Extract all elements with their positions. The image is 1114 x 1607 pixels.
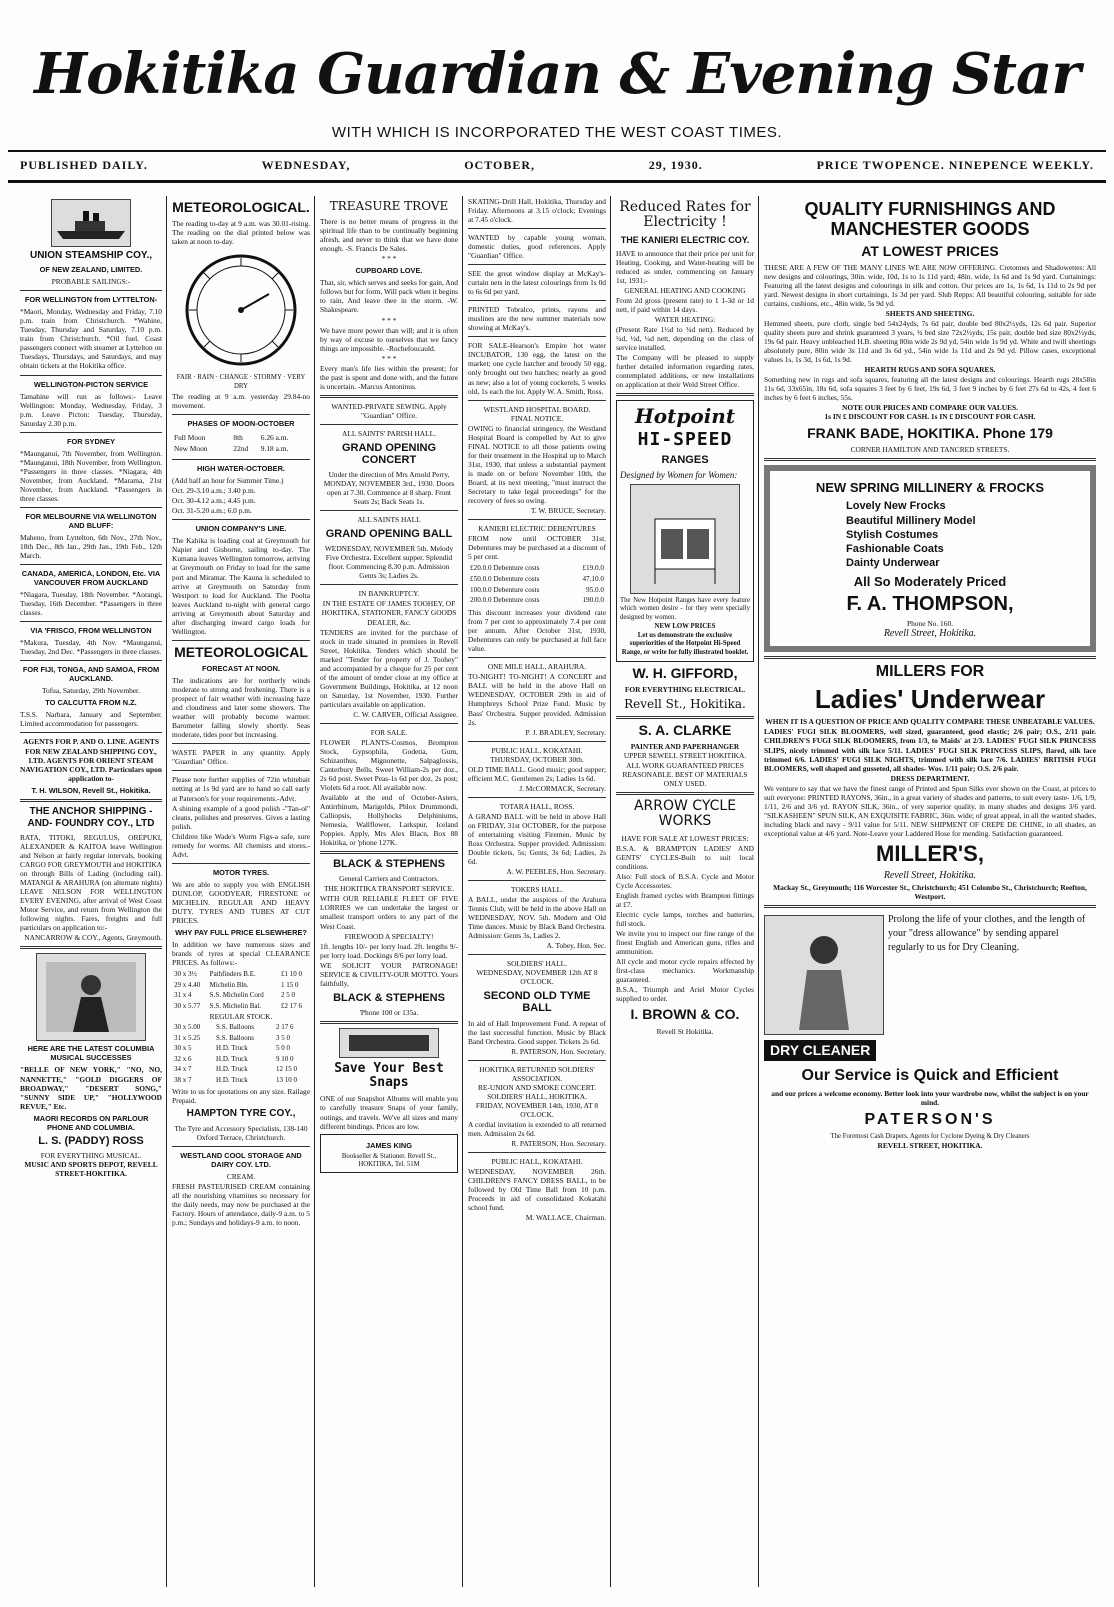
paterson-1: R. PATERSON, Hon. Secretary.	[511, 1046, 606, 1056]
ball-body: WEDNESDAY, NOVEMBER 5th. Melody Five Orchestra. Excellent supper. Splendid floor. Commencing 8.30 p.m. Admission Gents 3s; Ladies 2s.	[324, 544, 454, 581]
anchor-title: THE ANCHOR SHIPPING -AND- FOUNDRY COY., LTD	[27, 805, 155, 829]
saints-hall: ALL SAINTS' PARISH HALL.	[342, 428, 436, 438]
mill-item: Lovely New Frocks	[846, 500, 946, 513]
one-mile-body: TO-NIGHT! TO-NIGHT! A CONCERT and BALL will be held in the above Hall on WEDNESDAY, OCTOBER 29th in aid of Humphreys School Prize Fund. Music by Bass' Orchestra. Supper provided. Admission 2s.	[468, 672, 606, 727]
new-low-prices: NEW LOW PRICES	[654, 622, 716, 630]
brown-addr: Revell St Hokitika.	[656, 1026, 714, 1036]
tide-note: (Add half an hour for Summer Time.)	[172, 476, 284, 486]
ball-title: GRAND OPENING BALL	[325, 528, 453, 541]
tide-head: HIGH WATER-OCTOBER.	[196, 464, 285, 474]
canada-body: *Niagara, Tuesday, 18th November. *Aorangi, Tuesday, 16th December. *Passengers in three classes.	[20, 590, 162, 618]
reading: The reading at 9 a.m. yesterday 29.84-no movement.	[172, 392, 310, 411]
column-divider	[610, 196, 611, 1587]
kanieri-debentures: KANIERI ELECTRIC DEBENTURES	[478, 523, 596, 533]
fiji-head: FOR FIJI, TONGA, AND SAMOA, FROM AUCKLAND.	[22, 665, 160, 684]
deb-body-2: This discount increases your dividend rate from 7 per cent to approximately 7.4 per cent per annum. After October 31st, 1930, Debentures can only be purchased at full face value.	[468, 608, 606, 654]
bs-phone: 'Phone 100 or 135a.	[359, 1007, 419, 1017]
dial-label-stormy: STORMY	[253, 374, 282, 382]
kokatahi-hall-2: PUBLIC HALL, KOKATAHI.	[491, 1156, 583, 1166]
bruce: T. W. BRUCE, Secretary.	[530, 505, 606, 515]
picton-body: Tamahine will run as follows:- Leave Wellington: Monday, Wednesday, Friday, 3 p.m. Leave Picton: Tuesday, Thursday, Saturday 2.30 p.m.	[20, 391, 162, 428]
dial-label-very-dry: VERY DRY	[234, 374, 306, 390]
dateline	[20, 158, 1094, 176]
underwear-body: LADIES' FUGI SILK BLOOMERS, well sized, guaranteed, good elastic; 2/6 pair; O.S., 2/11 pair. CHILDREN'S FUGI SILK BLOOMERS, from 1/3, to Maids' at 2/3. LADIES' FUGI SILK PRINCESS SLIPS, nicely trimmed with silk lace 5/11. LADIES' FUGI SILK PRINCESS SLIPS, flared, silk lace trimmed 6/6. LADIES' FUGI SILK NIGHTS, trimmed with silk lace 7/6. LADIES' BRITISH FUGI BLOOMERS, well shaped and gusseted, all shades- Wos. 1/11 pair; O.S. 2/6 pair.	[764, 727, 1096, 773]
kokatahi-hall: PUBLIC HALL, KOKATAHI.	[491, 745, 583, 755]
mckays-window: SEE the great window display at McKay's-curtain nets in the latest colourings from 1s 0d to 6s 6d per yard.	[468, 269, 606, 297]
met-body: The reading to-day at 9 a.m. was 30.01-rising. The reading on the dial printed below was taken at noon to-day.	[172, 219, 310, 247]
table-row: 32 x 6 H.D. Truck 9 10 0	[174, 1054, 294, 1063]
hampton: HAMPTON TYRE COY.,	[186, 1108, 296, 1120]
table-row: Full Moon 8th 6.26 a.m.	[174, 433, 289, 443]
cream: CREAM.	[226, 1171, 256, 1181]
note-prices: NOTE OUR PRICES AND COMPARE OUR VALUES.	[842, 403, 1018, 413]
tyme-body: In aid of Hall Improvement Fund. A repeat of the last successful function. Music by Black Band Orchestra. Good supper. Tickets 2s 6d.	[468, 1018, 606, 1046]
bs-body: WITH OUR RELIABLE FLEET OF FIVE LORRIES we can undertake the largest or smallest transport orders to any part of the West Coast.	[320, 894, 458, 931]
table-row: £20.0.0 Debenture costs £19.0.0	[470, 564, 604, 573]
soldiers-date: WEDNESDAY, NOVEMBER 12th AT 8 O'CLOCK.	[476, 968, 598, 987]
patersons: PATERSON'S	[864, 1111, 996, 1128]
carver: C. W. CARVER, Official Assignee.	[353, 709, 458, 719]
sailings: PROBABLE SAILINGS:-	[51, 277, 131, 287]
hospital-board: WESTLAND HOSPITAL BOARD.	[483, 404, 591, 414]
ladies-underwear: Ladies' Underwear	[814, 683, 1046, 714]
mill-item: Dainty Underwear	[846, 557, 940, 570]
concert-body: Under the direction of Mrs Arnold Perry, MONDAY, NOVEMBER 3rd., 1930. Doors open at 7.30. Commence at 8 sharp. Front Seats 2s; Back Seats 1s.	[323, 470, 455, 507]
maori-records: MAORI RECORDS ON PARLOUR PHONE AND COLUMBIA.	[33, 1113, 149, 1132]
union-title: UNION STEAMSHIP COY.,	[29, 250, 153, 261]
price: PRICE TWOPENCE. NINEPENCE WEEKLY.	[816, 158, 1094, 172]
dress-body: We venture to say that we have the finest range of Printed and Spun Silks ever shown on the Coast, at prices to suit everyone: PRINTED RAYONS, 36in., in a great variety of shades and patterns, to suit every taste- 1/6, 1/9, 1/11, 2/6 and 3/6 yd. RAYON SILK, 36in., of very superior quality, in many shades and designs 3/6 yard. "SILKASHEEN" SPUN SILK, AN EXQUISITE FABRIC, 36in. wide; of great appeal, in all the wanted shades, including black and navy - 9/11 value for 5/11. NEW SHIPMENT OF CREPE DE CHINE, in all shades, an exceptional value at 4/6 yard. Note-Leave your Laddered Hose for mending. Satisfaction guaranteed.	[764, 783, 1096, 838]
dial-label-fair: FAIR	[176, 374, 192, 382]
column-divider	[462, 196, 463, 1587]
debenture-table	[468, 562, 606, 607]
ross-name: L. S. (PADDY) ROSS	[38, 1134, 144, 1147]
table-row: 200.0.0 Debenture costs 190.0.0	[470, 596, 604, 605]
canada-head: CANADA, AMERICA, LONDON, Etc. VIA VANCOUVER FROM AUCKLAND	[21, 569, 161, 588]
quality-title: QUALITY FURNISHINGS AND MANCHESTER GOODS	[804, 199, 1056, 239]
table-row: 30 x 5 H.D. Truck 5 0 0	[174, 1044, 290, 1053]
whitebait: Please note further supplies of 72in whitebait netting at 1s 9d yard are to hand so call early at Paterson's for your requirements.-Advt.	[172, 775, 310, 803]
ross-address: MUSIC AND SPORTS DEPOT, REVELL STREET-HOKITIKA.	[24, 1160, 158, 1179]
general-heating: GENERAL HEATING AND COOKING	[624, 285, 746, 295]
clearance: In addition we have numerous sizes and brands of tyres at special CLEARANCE PRICES. As follows:-	[172, 939, 310, 967]
bsa-3: English framed cycles with Brampton fittings at £7.	[616, 891, 754, 910]
sydney-body: *Maunganui, 7th November, from Wellington. *Maunganui, 18th November, from Wellington. *Passengers in three classes. *Niagara, 4th November, from Auckland. *Marama, 21st November, from Auckland. *Passengers in three classes.	[20, 448, 162, 503]
when-question: WHEN IT IS A QUESTION OF PRICE AND QUALITY COMPARE THESE UNBEATABLE VALUES.	[765, 717, 1095, 727]
stars: * * *	[381, 353, 397, 363]
dial-labels: FAIR · RAIN · CHANGE · STORMY · VERY DRY	[176, 374, 306, 390]
sheets-head: SHEETS AND SHEETING.	[885, 309, 975, 319]
column-treasure	[318, 196, 460, 1587]
quality-body: THESE ARE A FEW OF THE MANY LINES WE ARE NOW OFFERING. Cretonnes and Shadowettes: All new designs and colourings, 30in. wide, 10d, 1s to 1s 11d yard; 48in. wide, 1s 6d and 1s 9d yard. Curtainings: Featuring all the latest designs and colourings in silk and cotton. Our prices are 1s, 1s 6d, 1s 11d to 2s 9d per yard. Newest designs in short curtainings, 1s 3d per yard. Slub Repps: All beautiful colouring, suitable for side curtains, cushions, etc., 48in wide, 5s 9d yd.	[764, 262, 1096, 309]
forecast-head: FORECAST AT NOON.	[201, 664, 280, 674]
snaps-body: ONE of our Snapshot Albums will enable you to carefully treasure Snaps of your family, outings, and travels. We've all sizes and many different bindings. Prices are low.	[320, 1094, 458, 1131]
bs-sub: General Carriers and Contractors.	[339, 874, 439, 884]
tenders: TENDERS are invited for the purchase of stock in trade situated in premises in Revell Street, Hokitika. Tenders which should be marked "Tender for property of J. Toohey" and accompanied by a cheque for 25 per cent of the amount of tender close at my office at Government Buildings, Hokitika, at 12 noon on Saturday, 1st November, 1930. Further particulars available on application.	[320, 627, 458, 709]
polish: A shining example of a good polish -"Tan-ol" cleans, polishes and preserves. Gives a lasting polish.	[172, 803, 310, 831]
sheets-body: Hemmed sheets, pure cloth, single bed 54x24yds, 7s 6d pair, double bed 80x2½yds, 12s 6d pair. Superior quality sheets pure and shrink guaranteed 3 years, ¾ bed size 72x2½yds, 15s pair, double bed size 80x2½yds, 19s 6d pair. Heavy unbleached H.B. sheeting 80in wide 2s 9d yd, 54in wide 1s 9d yd. White and twill sheetings absolutely pure, 80in wide 3s 11d and 3s 6d yd., 54in wide 1s 11d and 2s 9d yd. Pillow cases, exceptional values 1s, 1s 3d, 1s 6d, 1s 9d.	[764, 319, 1096, 365]
stars: * * *	[381, 254, 397, 264]
wellington-head: FOR WELLINGTON from LYTTELTON-	[24, 295, 158, 305]
deb-body: FROM now until OCTOBER 31st. Debentures may be purchased at a discount of 5 per cent.	[468, 533, 606, 562]
barometer-icon	[181, 250, 301, 370]
gifford-sub: FOR EVERYTHING ELECTRICAL.	[624, 685, 746, 695]
column-shipping	[18, 196, 164, 1587]
bsa-5: We invite you to inspect our fine range of the finest English and American guns, rifles and ammunition.	[616, 929, 754, 957]
rsa-body: A cordial invitation is extended to all returned men. Admission 2s 6d.	[468, 1119, 606, 1138]
table-row: 29 x 4.40 Michelin Bln. 1 15 0	[174, 980, 299, 989]
mill-item: Beautiful Millinery Model	[846, 514, 976, 527]
totara-body: A GRAND BALL will be held in above Hall on FRIDAY, 31st OCTOBER, for the purpose of entertaining visiting Firemen. Music by Ross Orchestra. Supper provided. Admission: Double tickets, 5s; Gents, 3s 6d; Ladies, 2s 6d.	[468, 811, 606, 866]
published-daily: PUBLISHED DAILY.	[20, 158, 148, 172]
millinery-ad	[764, 465, 1096, 652]
firewood: FIREWOOD A SPECIALTY!	[344, 931, 434, 941]
thompson-addr: Revell Street, Hokitika.	[883, 628, 977, 640]
rates-body: HAVE to announce that their price per unit for Heating, Cooking, and Water-heating will be reduced as under, commencing on January 1st, 1931:-	[616, 248, 754, 285]
table-row: 31 x 4 S.S. Michelin Cord 2 5 0	[174, 991, 296, 1000]
wanted-sewing: WANTED-PRIVATE SEWING. Apply "Guardian" Office.	[331, 401, 447, 420]
hampton-sub: The Tyre and Accessory Specialists, 138-140 Oxford Terrace, Christchurch.	[174, 1123, 308, 1142]
mill-item: Fashionable Coats	[846, 543, 944, 556]
thompson: F. A. THOMPSON,	[846, 593, 1014, 616]
james-king: JAMES KING	[366, 1140, 412, 1150]
calcutta-head: TO CALCUTTA FROM N.Z.	[45, 698, 137, 708]
bankruptcy: IN BANKRUPTCY.	[358, 589, 420, 599]
tokers-body: A BALL, under the auspices of the Arahura Tennis Club, will be held in the above Hall on WEDNESDAY, NOV. 5th. Modern and Old Time dances. Music by Black Band Orchestra. Admission: Gents 3s, Ladies 2.	[468, 895, 606, 941]
for-sale: FOR SALE.	[370, 727, 408, 737]
trove-title: TREASURE TROVE	[329, 199, 449, 213]
calcutta-body: T.S.S. Narbara, January and September. Limited accommodation for passengers.	[20, 710, 162, 729]
waste-paper: WASTE PAPER in any quantity. Apply "Guardian" Office.	[172, 748, 310, 767]
firewood-body: 1ft. lengths 10/- per lorry load. 2ft. lengths 9/- per lorry load. Dockings 8/6 per lorry load.	[320, 941, 458, 960]
columbia-head: HERE ARE THE LATEST COLUMBIA MUSICAL SUCCESSES	[27, 1044, 155, 1063]
general-body: From 2d gross (present rate) to 1 1-3d or 1d nett, if paid within 14 days.	[616, 295, 754, 314]
reduced-rates: Reduced Rates for Electricity !	[619, 199, 751, 231]
arrow-cycle: ARROW CYCLE WORKS	[633, 798, 737, 830]
clarke-addr: UPPER SEWELL STREET HOKITIKA.	[623, 750, 747, 760]
met-title: METEOROLOGICAL.	[172, 199, 310, 215]
frisco-head: VIA 'FRISCO, FROM WELLINGTON	[30, 626, 152, 636]
table-row: 30 x 3½ Pathfinders B.E. £1 10 0	[174, 970, 303, 979]
column-notices	[466, 196, 608, 1587]
melbourne-head: FOR MELBOURNE VIA WELLINGTON AND BLUFF:	[25, 511, 157, 530]
tobey: A. Tobey, Hon. Sec.	[546, 941, 606, 951]
column-divider	[758, 196, 759, 1587]
sydney-head: FOR SYDNEY	[66, 436, 116, 446]
weekday: WEDNESDAY,	[261, 158, 351, 172]
tide-row: Oct. 31-5.20 a.m.; 6.0 p.m.	[172, 506, 252, 516]
trove-1: There is no better means of progress in the spiritual life than to be continually beginning afresh, and never to think that we have done enough. -S. Francis De Sales.	[320, 217, 458, 254]
service-body: and our prices a welcome economy. Better look into your wardrobe now, whilst the subject is on your mind.	[771, 1088, 1089, 1107]
tide-row: Oct. 30-4.12 a.m.; 4.45 p.m.	[172, 496, 256, 506]
kanieri-company: THE KANIERI ELECTRIC COY.	[620, 234, 750, 245]
why-pay: WHY PAY FULL PRICE ELSEWHERE?	[175, 927, 307, 937]
paterson-2: R. PATERSON, Hon. Secretary.	[511, 1138, 606, 1148]
dry-cleaner-badge: DRY CLEANER	[764, 1040, 876, 1061]
patersons-sub: The Foremost Cash Drapers. Agents for Cyclone Dyeing & Dry Cleaners	[830, 1132, 1030, 1140]
rsa: HOKITIKA RETURNED SOLDIERS' ASSOCIATION.	[479, 1064, 595, 1083]
one-mile-hall: ONE MILE HALL, ARAHURA.	[487, 662, 587, 672]
totara-hall: TOTARA HALL, ROSS.	[499, 801, 575, 811]
ross-sub: FOR EVERYTHING MUSICAL.	[40, 1151, 142, 1161]
frank-bade: FRANK BADE, HOKITIKA. Phone 179	[807, 424, 1053, 441]
bsa-4: Electric cycle lamps, torches and batteries, full stock.	[616, 910, 754, 929]
incubator: FOR SALE-Hearson's Empire hot water INCUBATOR, 130 egg, the latest on the market; one cycle hatcher and broody 50 egg, only brought out two hatches; nearly as good as new; also a lot of young cockerels, 5 weeks old, 1s each the lot. Apply W. A. Smith, Ross.	[468, 341, 606, 396]
table-row: 30 x 5.00 S.S. Balloons 2 17 6	[174, 1023, 294, 1032]
revell-st: Revell St., Hokitika.	[624, 697, 746, 712]
demonstrate: Let us demonstrate the exclusive superiorities of the Hotpoint Hi-Speed Range, or write for fully illustrated booklet.	[621, 632, 749, 656]
union-lines-head: UNION COMPANY'S LINE.	[195, 524, 287, 534]
table-row: 30 x 5.77 S.S. Michelin Bal. £2 17 6	[174, 1001, 303, 1010]
hearth-head: HEARTH RUGS AND SOFA SQUARES.	[864, 365, 996, 375]
millers-addr: Revell Street, Hokitika.	[883, 870, 977, 882]
stock-table	[172, 1021, 310, 1086]
regular-stock: REGULAR STOCK.	[209, 1012, 273, 1022]
clarke-sub: PAINTER AND PAPERHANGER	[630, 741, 740, 751]
anchor-agent: NANCARROW & COY., Agents, Greymouth.	[24, 933, 162, 943]
dateline-rule	[8, 180, 1106, 183]
cream-body: FRESH PASTEURISED CREAM containing all the nourishing vitamines so necessary for the daily needs, may now be purchased at the Factory. Hours of attendance, daily-9 a.m. to 5 p.m.; Sundays and holidays-9 a.m. to noon.	[172, 1181, 310, 1227]
moderately-priced: All So Moderately Priced	[853, 573, 1007, 589]
column-divider	[166, 196, 167, 1587]
union-lines-body: The Kahika is loading coal at Greymouth for Napier and Gisborne, sailing to-day. The Kumana leaves Wellington tomorrow, arriving at Greymouth on Friday to load for the same port and Miramar. The Kauna is scheduled to arrive at Greymouth on Saturday from Westport to load for Auckland. The Poolta leaves Auckland to-night with general cargo arriving at Greymouth about Saturday and after discharging inward cargo loads for Wellington.	[172, 536, 310, 636]
soldiers-hall: SOLDIERS' HALL.	[506, 959, 568, 969]
fiji-body: Tofua, Saturday, 29th November.	[42, 686, 140, 696]
tyre-table	[172, 968, 310, 1012]
brown-co: I. BROWN & CO.	[630, 1006, 740, 1023]
rsa-date: FRIDAY, NOVEMBER 14th, 1930, AT 8 O'CLOCK.	[475, 1100, 599, 1119]
wallace: M. WALLACE, Chairman.	[525, 1213, 606, 1223]
forecast-body: The indications are for northerly winds moderate to strong and freshening. There is a prospect of fair weather with increasing haze and cloudiness and later some showers. The weather will probably become warmer. Barometer falling slowly shortly. Seas moderate, tides poor but increasing.	[172, 676, 310, 740]
steamship-illustration	[51, 199, 131, 247]
mccormack: J. McCORMACK, Secretary.	[519, 783, 606, 793]
lowest-prices: AT LOWEST PRICES	[861, 242, 999, 259]
new-models: The New Hotpoint Ranges have every feature which women desire - for they were specially designed by women.	[620, 596, 750, 621]
old-tyme-ball: SECOND OLD TYME BALL	[483, 990, 591, 1015]
dry-cleaner-ad	[764, 912, 1096, 1038]
table-row: 31 x 5.25 S.S. Balloons 3 5 0	[174, 1033, 290, 1042]
moon-table	[172, 431, 310, 455]
millinery-title: NEW SPRING MILLINERY & FROCKS	[815, 479, 1045, 495]
dress-dept: DRESS DEPARTMENT.	[890, 773, 970, 783]
thompson-phone: Phone No. 160.	[907, 619, 953, 629]
james-sub: Bookseller & Stationer. Revell St., HOKITIKA, Tel. 51M	[341, 1152, 437, 1168]
patersons-addr: REVELL STREET, HOKITIKA.	[877, 1140, 983, 1150]
trove-4: Every man's life lies within the present; for the past is spent and done with, and the future is uncertain. -Marcus Antoninus.	[320, 363, 458, 391]
masthead-title: Hokitika Guardian & Evening Star	[34, 41, 1080, 107]
bs-title: BLACK & STEPHENS	[333, 858, 445, 871]
kok2-body: WEDNESDAY, NOVEMBER 26th. CHILDREN'S FANCY DRESS BALL, to be followed by Old Time Ball from 10 p.m. Proceeds in aid of consolidated Kokatahi school fund.	[468, 1166, 606, 1213]
ball-hall: ALL SAINTS HALL	[357, 515, 421, 525]
bade-addr: CORNER HAMILTON AND TANCRED STREETS.	[850, 444, 1010, 454]
skating: SKATING-Drill Hall, Hokitika, Thursday and Friday. Afternoons at 3.15 o'clock; Evenings at 7.45 o'clock.	[468, 197, 606, 225]
hearth-body: Something new in rugs and sofa squares, featuring all the latest designs and colourings. Hearth rugs 28x58in 11s 6d, 33x65in, 18s 6d, sofa squares 3 feet by 6 feet, 19s 6d, 3 feet 9 inches by 6 feet 27s 6d to 42s, 4 feet 6 inches by 6 feet 6 inches, 55s.	[764, 375, 1096, 403]
bs-transport: THE HOKITIKA TRANSPORT SERVICE.	[323, 884, 455, 894]
column-drapery	[762, 196, 1098, 1587]
quote: Write to us for quotations on any size. Railage Prepaid.	[172, 1087, 310, 1106]
lady-illustration	[764, 915, 884, 1035]
discount: 1s IN £ DISCOUNT FOR CASH. 1s IN £ DISCOUNT FOR CASH.	[824, 412, 1036, 422]
worm-figs: Children like Wade's Worm Figs-a safe, sure remedy for worms. All chemists and stores.-Advt.	[172, 831, 310, 859]
moon-head: PHASES OF MOON-OCTOBER	[187, 419, 295, 429]
agent-name: T. H. WILSON, Revell St., Hokitika.	[31, 785, 151, 795]
water-body: (Present Rate 1½d to ¾d nett). Reduced by ¼d, ½d, ¼d nett, depending on the class of service installed.	[616, 325, 754, 353]
bradley: P. J. BRADLEY, Secretary.	[525, 727, 606, 737]
anchor-body: RATA, TITOKI, REGULUS, OREPUKI, ALEXANDER & KAITOA leave Wellington and Nelson at fairly regular intervals, booking CARGO FOR GREYMOUTH and HOKITIKA on through Bills of Lading (including rail). MATANGI & ARAHURA (on alternate nights) LEAVE NELSON FOR WELLINGTON EVERY EVENING, after arrival of West Coast Motor Service, and return from Wellington the following nights. Fares, freights and full particulars on application to:-	[20, 833, 162, 933]
masthead-subtitle: WITH WHICH IS INCORPORATED THE WEST COAST TIMES.	[331, 124, 783, 141]
wanted-domestic: WANTED by capable young woman, domestic duties, good references. Apply "Guardian" Office.	[468, 233, 606, 261]
hospital-body: OWING to financial stringency, the Westland Hospital Board is compelled by Act to give FINAL NOTICE to all those patients owing for their treatment in the Hospital up to March 31st, 1930, that unless a substantial payment is made on or before November 10th, the Board, at its next meeting, "must instruct the Secretary to take legal proceedings" for the recovery of fees so owing.	[468, 423, 606, 505]
rsa-hall: SOLDIERS' HALL, HOKITIKA.	[487, 1091, 587, 1101]
columbia-list: "BELLE OF NEW YORK," "NO, NO, NANNETTE," "GOLD DIGGERS OF BROADWAY," "DESERT SONG," "SUNNY SIDE UP," "HOLLYWOOD REVUE," Etc.	[20, 1065, 162, 1111]
millers-for: MILLERS FOR	[875, 663, 985, 681]
singer-illustration	[36, 953, 146, 1041]
bs-title-2: BLACK & STEPHENS	[333, 991, 445, 1004]
union-sub: OF NEW ZEALAND, LIMITED.	[39, 265, 143, 275]
trove-2: That, sir, which serves and seeks for gain, And follows but for form, Will pack when it begins to rain, And leave thee in the storm. -W. Shakespeare.	[320, 278, 458, 315]
hispeed: HI-SPEED	[637, 428, 733, 450]
table-row: New Moon 22nd 9.18 a.m.	[174, 444, 289, 454]
picton-head: WELLINGTON-PICTON SERVICE	[33, 379, 149, 389]
prolong: Prolong the life of your clothes, and the length of your "dress allowance" by sending apparel regularly to us for Dry Cleaning.	[888, 914, 1086, 954]
thursday: THURSDAY, OCTOBER 30th.	[490, 754, 584, 764]
trove-3: We have more power than will; and it is often by way of excuse to ourselves that we fancy things are impossible. -Rochefoucauld.	[320, 325, 458, 353]
day-year: 29, 1930.	[648, 158, 703, 172]
frisco-body: *Makura, Tuesday, 4th Nov. *Maunganui, Tuesday, 2nd Dec. *Passengers in three classes.	[20, 638, 162, 657]
table-row: 38 x 7 H.D. Truck 13 10 0	[174, 1075, 297, 1084]
clarke: S. A. CLARKE	[638, 721, 732, 738]
top-rule	[8, 150, 1106, 152]
bsa-1: B.S.A. & BRAMPTON LADIES' AND GENTS' CYCLES-Built to suit local conditions.	[616, 843, 754, 871]
estate: IN THE ESTATE OF JAMES TOOHEY, OF HOKITIKA, STATIONER, FANCY GOODS DEALER, &c.	[321, 599, 457, 627]
old-time-ball: OLD TIME BALL. Good music; good supper; efficient M.C. Gentlemen 2s; Ladies 1s 6d.	[468, 764, 607, 783]
met2-title: METEOROLOGICAL	[174, 643, 308, 660]
column-meteorological	[170, 196, 312, 1587]
water-heating: WATER HEATING:	[654, 314, 716, 324]
millers: MILLER'S,	[876, 840, 984, 866]
tide-row: Oct. 29-3.10 a.m.; 3.40 p.m.	[172, 486, 256, 496]
month: OCTOBER,	[464, 158, 535, 172]
mill-item: Stylish Costumes	[846, 528, 939, 541]
motor-head: MOTOR TYRES.	[212, 867, 270, 877]
agents: AGENTS FOR P. AND O. LINE. AGENTS FOR NEW ZEALAND SHIPPING COY., LTD. AGENTS FOR ORIENT STEAM NAVIGATION COY., LTD. Particulars upon application to-	[20, 737, 162, 783]
tokers-hall: TOKERS HALL.	[510, 885, 563, 894]
concert-title: GRAND OPENING CONCERT	[341, 441, 437, 466]
service-quick: Our Service is Quick and Efficient	[801, 1067, 1059, 1085]
table-row: 34 x 7 H.D. Truck 12 15 0	[174, 1065, 297, 1074]
designed: Designed by Women for Women:	[620, 469, 738, 480]
ranges: RANGES	[661, 453, 709, 466]
dial-label-rain: RAIN	[197, 374, 214, 382]
book-illustration	[339, 1028, 439, 1058]
asters: Available at the end of October-Asters, Antirrhinum, Marigolds, Phlox Drummondi, Calliopsis, Hollyhocks Delphiniums, Nemesia, Wallflower, Larkspur, Iceland Poppies. Apply, Mrs Alex Blacn, Box 88 Hokitika, or 'phone 127K.	[320, 793, 458, 848]
flower-plants: FLOWER PLANTS-Cosmos, Brompton Stock, Gypsophila, Godetia, Gum, Schizanthus, Mignonette, Salpaglossis, Canterbury Bells, Sweet William-2s per doz., 2s 6d post. Sweet Peas-1s 6d per doz, 2s post; Violets 6d a root. All available now.	[320, 737, 458, 793]
table-row: 100.0.0 Debenture costs 95.0.0	[470, 585, 604, 594]
dial-label-change: CHANGE	[219, 374, 248, 382]
bsa-7: B.S.A., Triumph and Ariel Motor Cycles supplied to order.	[616, 985, 754, 1004]
column-electric	[614, 196, 756, 1587]
bsa-2: Also: Full stock of B.S.A. Cycle and Motor Cycle Accessories.	[616, 871, 754, 890]
barometer-dial	[172, 250, 310, 370]
wellington-body: *Maori, Monday, Wednesday and Friday, 7.10 p.m. train from Christchurch. *Wahine, Tuesday, Thursday and Saturday, 7.10 p.m. train from Christchurch. *Oil fuel. Coast passengers connect with steamer at Lyttelton on Tuesdays, Thursdays, and Saturdays, and may obtain tickets at the Hokitika office.	[20, 307, 162, 371]
solicit: WE SOLICIT YOUR PATRONAGE! SERVICE & CIVILITY-OUR MOTTO. Yours faithfully,	[320, 960, 458, 988]
stars: * * *	[381, 315, 397, 325]
clarke-work: ALL WORK GUARANTEED PRICES REASONABLE. BEST OF MATERIALS ONLY USED.	[622, 760, 748, 789]
melbourne-body: Maheno, from Lyttelton, 6th Nov., 27th Nov., 18th Dec., 8th Jan., 29th Jan., 19th Feb., 12th March.	[20, 532, 162, 560]
westland-head: WESTLAND COOL STORAGE AND DAIRY COY. LTD.	[180, 1150, 302, 1169]
motor-body: We are able to supply you with ENGLISH DUNLOP, GOODYEAR, FIRESTONE or MICHELIN. REGULAR AND HEAVY DUTY. TYRES AND TUBES AT CUT PRICES.	[172, 879, 310, 925]
arrow-sub: HAVE FOR SALE AT LOWEST PRICES:	[621, 833, 749, 843]
millers-branches: Mackay St., Greymouth; 116 Worcester St., Christchurch; 451 Colombo St., Christchurch; Reefton, Westport.	[773, 883, 1087, 902]
column-divider	[314, 196, 315, 1587]
snaps-title: Save Your Best Snaps	[334, 1060, 444, 1091]
printed-tobralco: PRINTED Tobralco, prints, rayons and muslines are the new summer materials now showing at McKay's.	[468, 305, 606, 333]
reunion: RE-UNION AND SMOKE CONCERT.	[477, 1082, 597, 1092]
company-note: The Company will be pleased to supply further detailed information regarding rates, contemplated additions, or new installations on application at their Weld Street Office.	[616, 353, 754, 390]
table-row: £50.0.0 Debenture costs 47.10.0	[470, 574, 604, 583]
cupboard: CUPBOARD LOVE.	[355, 266, 423, 276]
gifford: W. H. GIFFORD,	[632, 664, 738, 681]
hotpoint: Hotpoint	[634, 404, 736, 429]
range-stove-illustration	[630, 484, 740, 594]
peebles: A. W. PEEBLES, Hon. Secretary.	[506, 866, 606, 876]
final-notice: FINAL NOTICE.	[510, 413, 564, 423]
bsa-6: All cycle and motor cycle repairs effected by first-class mechanics. Workmanship guaranteed.	[616, 957, 754, 985]
hotpoint-ad	[616, 400, 754, 662]
